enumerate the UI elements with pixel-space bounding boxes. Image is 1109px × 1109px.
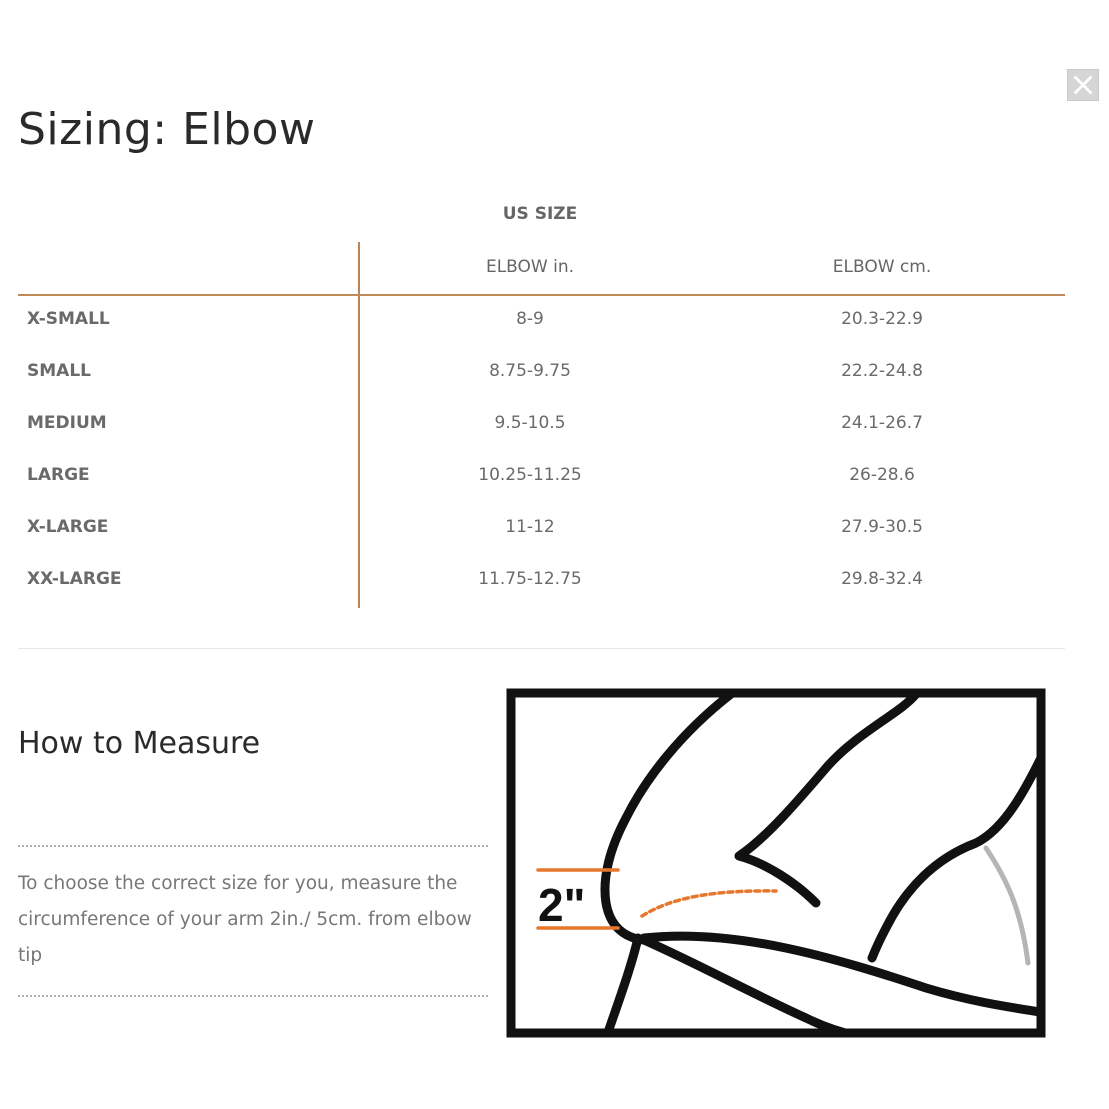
elbow-in-value: 9.5-10.5 <box>494 413 566 433</box>
elbow-in-value: 10.25-11.25 <box>478 465 582 485</box>
elbow-cm-value: 26-28.6 <box>849 465 915 485</box>
table-row <box>18 504 1065 556</box>
table-row <box>18 348 1065 400</box>
size-label: LARGE <box>27 465 90 485</box>
column-header-elbow-in: ELBOW in. <box>485 257 575 277</box>
column-header-elbow-cm: ELBOW cm. <box>832 257 932 277</box>
measure-instructions: To choose the correct size for you, measure the circumference of your arm 2in./ 5cm. from elbow tip <box>18 873 472 966</box>
lower-arm-outline <box>606 938 638 1038</box>
elbow-cm-value: 20.3-22.9 <box>841 309 923 329</box>
dotted-divider-top <box>18 845 488 847</box>
how-to-measure-title: How to Measure <box>18 726 261 761</box>
size-label: X-SMALL <box>27 309 110 329</box>
diagram-frame <box>511 693 1041 1033</box>
table-row <box>18 400 1065 452</box>
elbow-cm-value: 29.8-32.4 <box>841 569 923 589</box>
table-row <box>18 452 1065 504</box>
size-label: X-LARGE <box>27 517 109 537</box>
dotted-divider-bottom <box>18 995 488 997</box>
elbow-cm-value: 27.9-30.5 <box>841 517 923 537</box>
close-button[interactable] <box>1067 69 1099 101</box>
elbow-in-value: 8.75-9.75 <box>489 361 571 381</box>
us-size-header: US SIZE <box>502 204 578 224</box>
bicep-fold-outline <box>739 694 916 903</box>
size-label: SMALL <box>27 361 91 381</box>
section-divider <box>18 648 1065 649</box>
measure-label: 2" <box>538 879 586 931</box>
elbow-in-value: 8-9 <box>516 309 544 329</box>
elbow-cm-value: 24.1-26.7 <box>841 413 923 433</box>
page-title: Sizing: Elbow <box>18 104 316 155</box>
elbow-measure-diagram <box>506 688 1046 1038</box>
forearm-inner-outline <box>644 936 1046 1013</box>
table-row <box>18 296 1065 348</box>
size-label: MEDIUM <box>27 413 107 433</box>
forearm-lower-outline <box>644 940 866 1038</box>
elbow-cm-value: 22.2-24.8 <box>841 361 923 381</box>
size-label: XX-LARGE <box>27 569 122 589</box>
measure-circumference-line <box>642 891 776 916</box>
shading-line <box>986 848 1028 963</box>
elbow-in-value: 11.75-12.75 <box>478 569 582 589</box>
elbow-in-value: 11-12 <box>505 517 555 537</box>
table-row <box>18 556 1065 608</box>
close-icon <box>1068 70 1098 100</box>
